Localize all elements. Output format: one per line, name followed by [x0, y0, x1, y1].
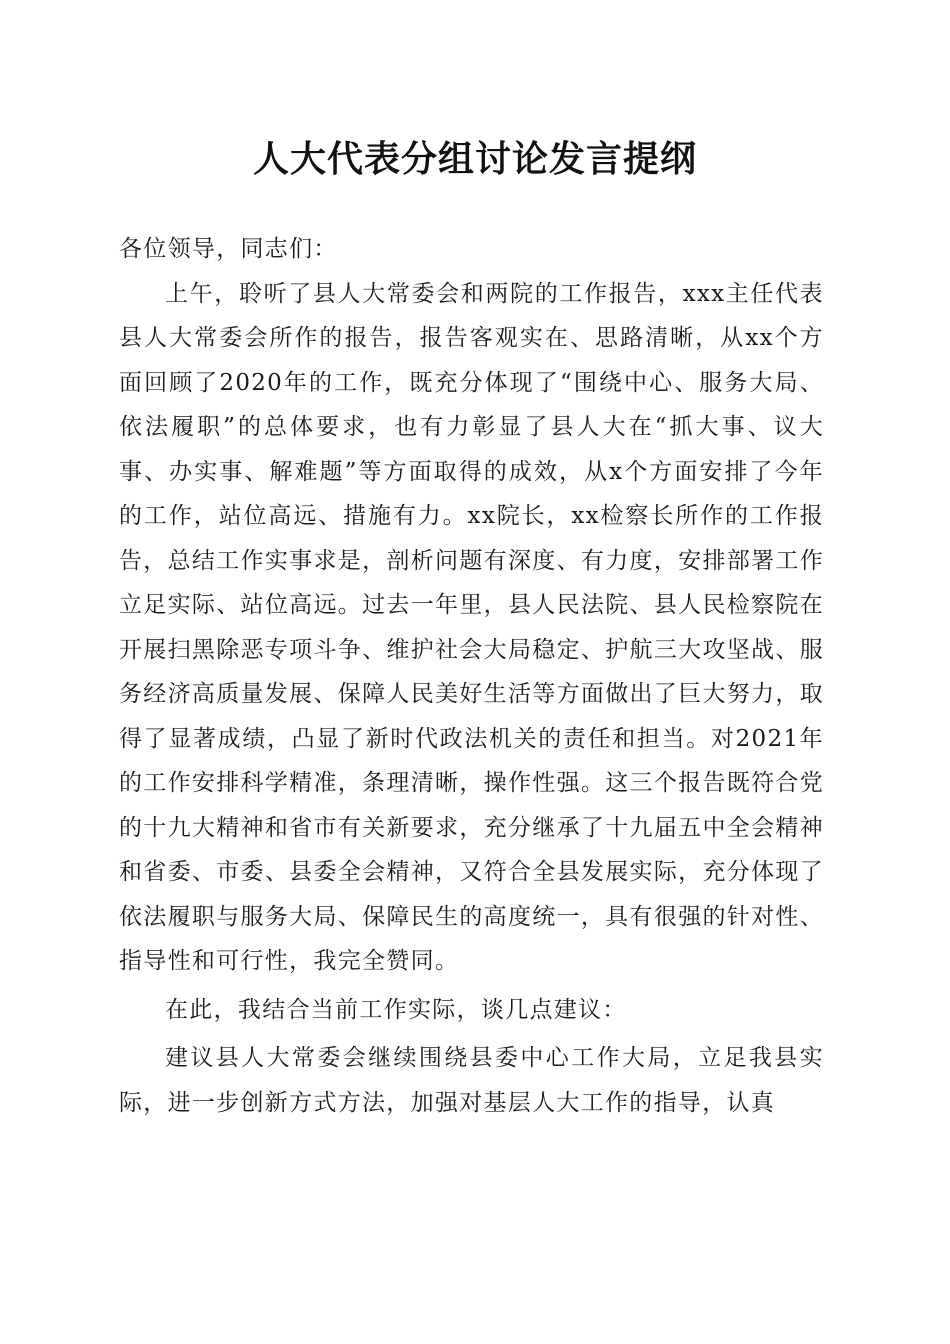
document-body [119, 227, 824, 1125]
paragraph-2: 在此，我结合当前工作实际，谈几点建议： [165, 996, 627, 1023]
salutation: 各位领导，同志们： [119, 236, 338, 262]
paragraph-1: 上午，聆听了县人大常委会和两院的工作报告，xxx主任代表县人大常委会所作的报告，报告客观实在、思路清晰，从xx个方面回顾了2020年的工作，既充分体现了“围绕中心、服务大局、依法履职”的总体要求，也有力彰显了县人大在“抓大事、议大事、办实事、解难题”等方面取得的成效，从x个方面安排了今年的工作，站位高远、措施有力。xx院长，xx检察长所作的工作报告，总结工作实事求是，剖析问题有深度、有力度，安排部署工作立足实际、站位高远。过去一年里，县人民法院、县人民检察院在开展扫黑除恶专项斗争、维护社会大局稳定、护航三大攻坚战、服务经济高质量发展、保障人民美好生活等方面做出了巨大努力，取得了显著成绩，凸显了新时代政法机关的责任和担当。对2021年的工作安排科学精准，条理清晰，操作性强。这三个报告既符合党的十九大精神和省市有关新要求，充分继承了十九届五中全会精神和省委、市委、县委全会精神，又符合全县发展实际，充分体现了依法履职与服务大局、保障民生的高度统一，具有很强的针对性、指导性和可行性，我完全赞同。 [119, 280, 824, 974]
document-title: 人大代表分组讨论发言提纲 [252, 138, 697, 180]
paragraph-3: 建议县人大常委会继续围绕县委中心工作大局，立足我县实际，进一步创新方式方法，加强对基层人大工作的指导，认真 [119, 1045, 824, 1116]
